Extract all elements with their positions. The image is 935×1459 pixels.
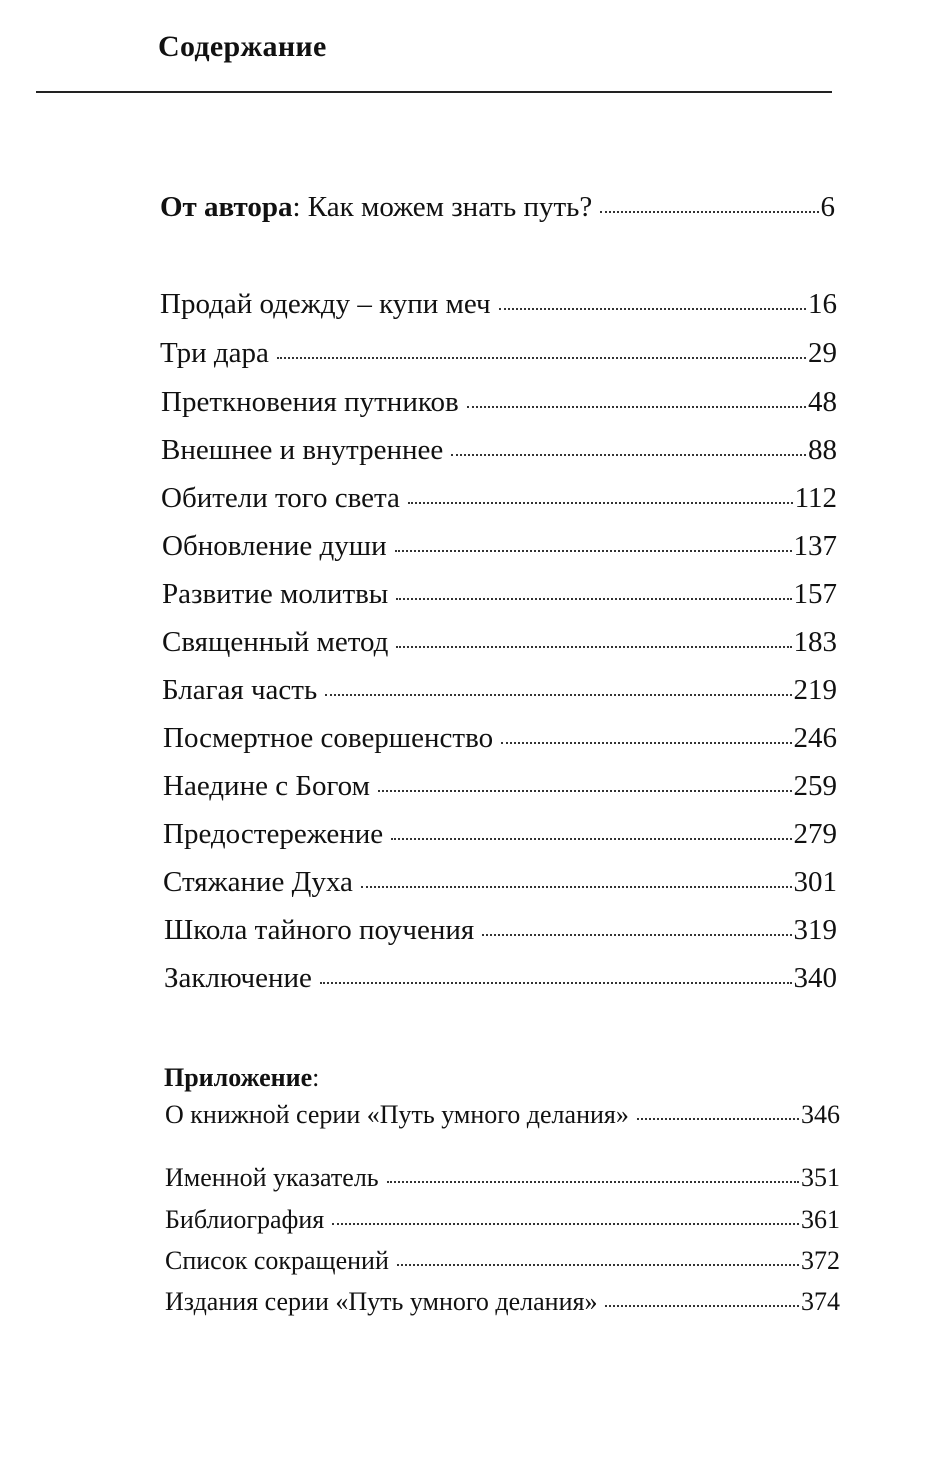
page-number: 88 [808, 434, 837, 466]
dot-leader [637, 1117, 799, 1120]
dot-leader [408, 501, 793, 504]
toc-entry[interactable] [163, 866, 837, 899]
toc-entry[interactable] [161, 434, 837, 467]
toc-entry-title: Предостережение [163, 818, 384, 850]
toc-entry-title: Именной указатель [165, 1163, 379, 1192]
appendix-heading [164, 1063, 319, 1093]
page-number: 183 [793, 626, 837, 658]
toc-entry-title: Список сокращений [165, 1246, 389, 1275]
toc-entry[interactable] [165, 1246, 840, 1276]
page-number: 279 [793, 818, 837, 850]
page-number: 301 [793, 866, 837, 898]
page-number: 112 [794, 482, 837, 514]
toc-entry[interactable] [165, 1100, 840, 1130]
dot-leader [325, 693, 791, 696]
toc-entry-title: Школа тайного поучения [164, 914, 475, 946]
toc-entry[interactable] [160, 288, 837, 321]
page-number: 351 [801, 1163, 840, 1192]
toc-entry-title: Развитие молитвы [162, 578, 389, 610]
toc-entry-title: Издания серии «Путь умного делания» [165, 1287, 598, 1316]
dot-leader [501, 741, 791, 744]
toc-entry-title: Обновление души [162, 530, 387, 562]
toc-entry-title: Внешнее и внутреннее [161, 434, 444, 466]
page-number: 259 [793, 770, 837, 802]
dot-leader [391, 837, 791, 840]
dot-leader [499, 307, 806, 310]
toc-entry[interactable] [162, 530, 837, 563]
toc-entry-title: Наедине с Богом [163, 770, 370, 802]
page-number: 374 [801, 1287, 840, 1316]
page-number: 157 [793, 578, 837, 610]
dot-leader [396, 597, 791, 600]
appendix-heading-suffix: : [312, 1063, 320, 1092]
author-entry-label [160, 191, 592, 224]
dot-leader [605, 1304, 799, 1307]
toc-entry[interactable] [163, 722, 837, 755]
dot-leader [600, 210, 818, 213]
toc-entry[interactable] [163, 818, 837, 851]
dot-leader [361, 885, 792, 888]
page-number: 48 [808, 386, 837, 418]
dot-leader [395, 549, 792, 552]
page-number: 29 [808, 337, 837, 369]
page-number: 361 [801, 1205, 840, 1234]
author-entry-title: Как можем знать путь? [300, 191, 593, 223]
page-number: 219 [793, 674, 837, 706]
dot-leader [396, 645, 791, 648]
toc-entry-title: Священный метод [162, 626, 389, 658]
header-rule [36, 91, 832, 93]
page-number: 6 [820, 191, 835, 223]
toc-entry[interactable] [164, 914, 837, 947]
toc-entry[interactable] [165, 1163, 840, 1193]
toc-entry[interactable] [161, 386, 837, 419]
toc-entry[interactable] [162, 674, 837, 707]
dot-leader [451, 453, 806, 456]
dot-leader [378, 789, 792, 792]
toc-entry-title: Заключение [164, 962, 312, 994]
toc-entry-title: О книжной серии «Путь умного делания» [165, 1100, 629, 1129]
toc-entry-title: Преткновения путников [161, 386, 459, 418]
toc-entry-title: Продай одежду – купи меч [160, 288, 491, 320]
toc-entry[interactable] [165, 1205, 840, 1235]
toc-entry[interactable] [162, 626, 837, 659]
toc-entry[interactable] [162, 578, 837, 611]
toc-entry[interactable] [161, 482, 837, 515]
dot-leader [397, 1263, 799, 1266]
page-number: 340 [793, 962, 837, 994]
page-number: 346 [801, 1100, 840, 1129]
page-number: 16 [808, 288, 837, 320]
appendix-heading-text: Приложение [164, 1063, 313, 1092]
toc-entry[interactable] [163, 770, 837, 803]
toc-entry[interactable] [165, 1287, 840, 1317]
author-entry-prefix: От автора [160, 191, 293, 223]
toc-entry-title: Стяжание Духа [163, 866, 353, 898]
page-number: 246 [793, 722, 837, 754]
dot-leader [467, 405, 806, 408]
dot-leader [332, 1222, 799, 1225]
toc-entry[interactable] [164, 962, 837, 995]
toc-author-entry[interactable] [160, 191, 835, 224]
dot-leader [387, 1180, 799, 1183]
dot-leader [277, 356, 806, 359]
dot-leader [320, 981, 792, 984]
page-title: Содержание [158, 30, 327, 63]
page-number: 319 [793, 914, 837, 946]
toc-entry-title: Посмертное совершенство [163, 722, 494, 754]
page-number: 372 [801, 1246, 840, 1275]
toc-entry-title: Три дара [160, 337, 269, 369]
author-entry-separator: : [292, 191, 301, 223]
toc-entry-title: Благая часть [162, 674, 318, 706]
toc-entry-title: Обители того света [161, 482, 400, 514]
toc-entry[interactable] [160, 337, 837, 370]
toc-entry-title: Библиография [165, 1205, 325, 1234]
page-number: 137 [793, 530, 837, 562]
dot-leader [482, 933, 791, 936]
